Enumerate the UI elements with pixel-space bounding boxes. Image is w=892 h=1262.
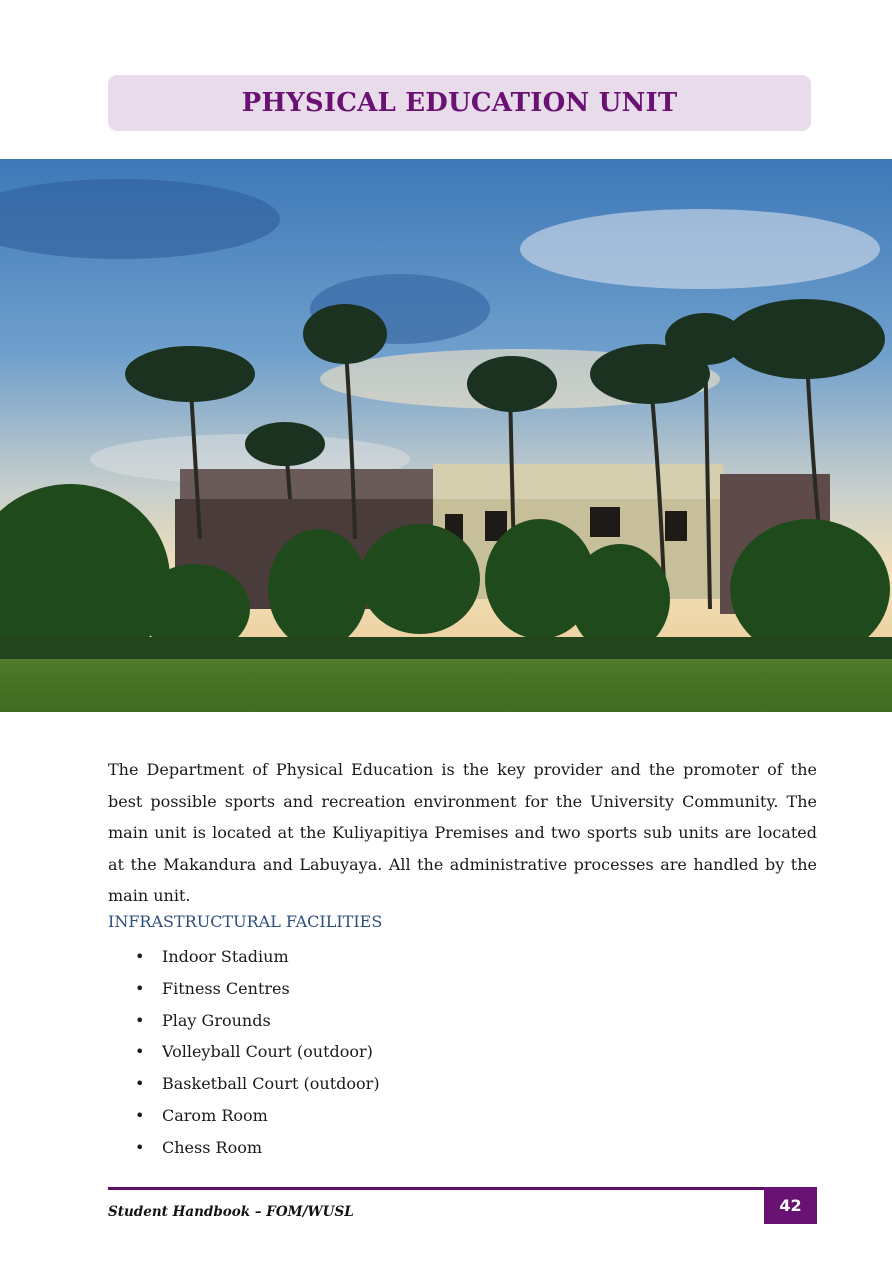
footer-rule	[108, 1187, 764, 1190]
list-item	[108, 1132, 380, 1164]
list-item-label: Volleyball Court (outdoor)	[162, 1042, 373, 1062]
footer-text: Student Handbook – FOM/WUSL	[108, 1204, 354, 1220]
list-item-label: Indoor Stadium	[162, 947, 289, 966]
facility-list	[108, 941, 380, 1164]
title-band	[108, 75, 811, 131]
list-item	[108, 1005, 380, 1037]
bullet-icon: •	[135, 1074, 145, 1094]
bullet-icon: •	[135, 947, 145, 966]
campus-photo	[0, 159, 892, 712]
list-item-label: Chess Room	[162, 1137, 263, 1157]
section-heading: INFRASTRUCTURAL FACILITIES	[108, 912, 383, 931]
list-item-label: Carom Room	[162, 1105, 268, 1125]
list-item	[108, 1036, 380, 1068]
list-item-label: Fitness Centres	[162, 978, 290, 998]
bullet-icon: •	[135, 1010, 145, 1030]
page-number: 42	[764, 1187, 817, 1224]
intro-paragraph: The Department of Physical Education is the key provider and the promoter of the best possible sports and recreation environment for the University Community. The main unit is located at the Kuliyapitiya Premises and two sports sub units are located at the Makandura and Labuyaya. All the administrative processes are handled by the main unit.	[108, 760, 817, 905]
bullet-icon: •	[135, 1105, 145, 1125]
bullet-icon: •	[135, 1042, 145, 1062]
list-item-label: Basketball Court (outdoor)	[162, 1074, 380, 1094]
list-item	[108, 1068, 380, 1100]
bullet-icon: •	[135, 1137, 145, 1157]
list-item-label: Play Grounds	[162, 1010, 271, 1030]
list-item	[108, 973, 380, 1005]
page-title: PHYSICAL EDUCATION UNIT	[241, 88, 678, 118]
list-item	[108, 1100, 380, 1132]
list-item	[108, 941, 380, 973]
bullet-icon: •	[135, 978, 145, 998]
